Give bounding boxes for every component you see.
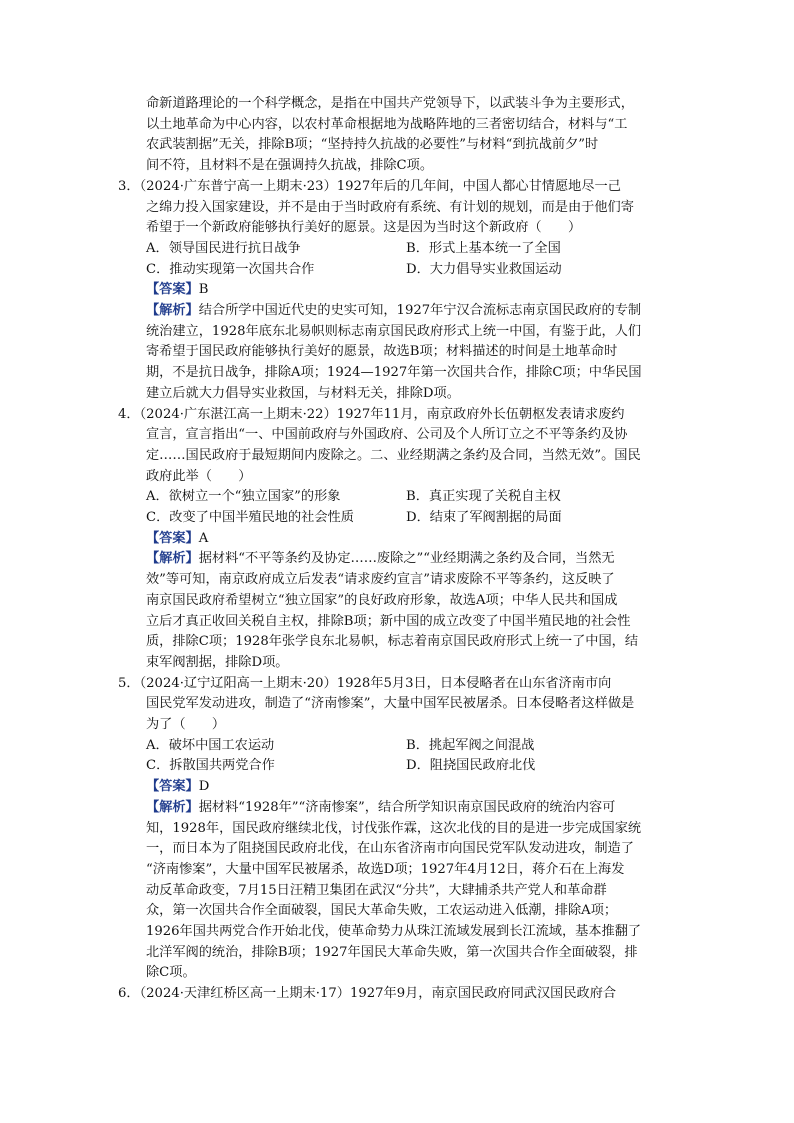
analysis-line: 期，不是抗日战争，排除A项；1924—1927年第一次国共合作，排除C项；中华民国 bbox=[146, 365, 642, 381]
answer-line bbox=[146, 777, 209, 797]
analysis-line: 寄希望于国民政府能够执行美好的愿景，故选B项；材料描述的时间是土地革命时 bbox=[146, 344, 618, 360]
analysis-line: 建立后就大力倡导实业救国，与材料无关，排除D项。 bbox=[146, 385, 460, 401]
answer-line bbox=[146, 529, 208, 549]
question-stem-line: 政府此举（ ） bbox=[146, 468, 252, 484]
analysis-tag: 【解析】 bbox=[146, 303, 199, 318]
analysis-line: 北洋军阀的统治，排除B项；1927年国民大革命失败，第一次国共合作全面破裂，排 bbox=[146, 944, 638, 960]
question-number-line: 6．（2024·天津红桥区高一上期末·17）1927年9月，南京国民政府同武汉国民政府合 bbox=[118, 986, 617, 1002]
analysis-line: “济南惨案”，大量中国军民被屠杀，故选D项；1927年4月12日，蒋介石在上海发 bbox=[146, 861, 625, 877]
analysis-line: 统治建立，1928年底东北易帜则标志南京国民政府形式上统一中国，有鉴于此，人们 bbox=[146, 323, 642, 339]
analysis-line: 效”等可知，南京政府成立后发表“请求废约宣言”请求废除不平等条约，这反映了 bbox=[146, 572, 615, 588]
answer-tag: 【答案】 bbox=[146, 530, 199, 546]
question-number-line: 3．（2024·广东普宁高一上期末·23）1927年后的几年间，中国人都心甘情愿地尽一己 bbox=[118, 178, 621, 194]
question-stem-line: 为了（ ） bbox=[146, 717, 226, 732]
analysis-tag: 【解析】 bbox=[146, 799, 199, 815]
analysis-line: 1926年国共两党合作开始北伐，使革命势力从珠江流域发展到长江流域，基本推翻了 bbox=[146, 924, 642, 939]
answer-tag: 【答案】 bbox=[146, 282, 199, 298]
option-item: A．欲树立一个“独立国家”的形象 bbox=[146, 489, 341, 505]
option-item: D．结束了军阀割据的局面 bbox=[406, 510, 562, 525]
question-stem-line: 定……国民政府于最短期间内废除之。二、业经期满之条约及合同，当然无效”。国民 bbox=[146, 447, 641, 463]
answer-value: D bbox=[198, 779, 210, 795]
analysis-tag: 【解析】 bbox=[146, 551, 199, 567]
question-stem-line: 希望于一个新政府能够执行美好的愿景。这是因为当时这个新政府（ ） bbox=[146, 220, 582, 236]
option-item: C．改变了中国半殖民地的社会性质 bbox=[146, 510, 354, 525]
analysis-line: 一，而日本为了阻挠国民政府北伐，在山东省济南市向国民党军队发动进攻，制造了 bbox=[146, 841, 634, 857]
analysis-text: 据材料“1928年”“济南惨案”，结合所学知识南京国民政府的统治内容可 bbox=[198, 799, 616, 815]
analysis-text: 据材料“不平等条约及协定……废除之”“业经期满之条约及合同，当然无 bbox=[198, 551, 615, 567]
option-item: C．拆散国共两党合作 bbox=[146, 758, 275, 774]
analysis-line: 知，1928年，国民政府继续北伐，讨伐张作霖，这次北伐的目的是进一步完成国家统 bbox=[146, 820, 642, 836]
answer-value: A bbox=[198, 530, 209, 546]
analysis-line: 质，排除C项；1928年张学良东北易帜，标志着南京国民政府形式上统一了中国，结 bbox=[146, 634, 639, 650]
question-stem-line: 宣言，宣言指出“一、中国前政府与外国政府、公司及个人所订立之不平等条约及协 bbox=[146, 427, 628, 443]
question-stem-line: 之绵力投入国家建设，并不是由于当时政府有系统、有计划的规划，而是由于他们寄 bbox=[146, 199, 634, 215]
analysis-line: 众，第一次国共合作全面破裂，国民大革命失败，工农运动进入低潮，排除A项； bbox=[146, 903, 618, 919]
option-item: B．挑起军阀之间混战 bbox=[406, 737, 535, 753]
option-item: C．推动实现第一次国共合作 bbox=[146, 261, 315, 277]
answer-value: B bbox=[198, 282, 209, 298]
analysis-line: 除C项。 bbox=[146, 965, 196, 981]
analysis-line bbox=[146, 798, 615, 818]
option-item: D．阻挠国民政府北伐 bbox=[406, 758, 536, 774]
continuation-line: 以土地革命为中心内容，以农村革命根据地为战略阵地的三者密切结合，材料与“工 bbox=[146, 116, 628, 132]
answer-tag: 【答案】 bbox=[146, 779, 199, 795]
answer-line bbox=[146, 280, 208, 300]
continuation-line: 农武装割据”无关，排除B项；“坚持持久抗战的必要性”与材料“到抗战前夕”时 bbox=[146, 137, 599, 153]
analysis-line bbox=[146, 301, 641, 321]
analysis-line: 南京国民政府希望树立“独立国家”的良好政府形象，故选A项；中华人民共和国成 bbox=[146, 592, 618, 608]
analysis-text: 结合所学中国近代史的史实可知，1927年宁汉合流标志南京国民政府的专制 bbox=[198, 303, 642, 318]
analysis-line: 立后才真正收回关税自主权，排除B项；新中国的成立改变了中国半殖民地的社会性 bbox=[146, 613, 631, 629]
question-stem-line: 国民党军发动进攻，制造了“济南惨案”，大量中国军民被屠杀。日本侵略者这样做是 bbox=[146, 696, 635, 712]
continuation-line: 间不符，且材料不是在强调持久抗战，排除C项。 bbox=[146, 158, 434, 174]
analysis-line: 束军阀割据，排除D项。 bbox=[146, 654, 289, 670]
option-item: D．大力倡导实业救国运动 bbox=[406, 261, 562, 277]
option-item: A．领导国民进行抗日战争 bbox=[146, 240, 301, 256]
continuation-line: 命新道路理论的一个科学概念，是指在中国共产党领导下，以武装斗争为主要形式， bbox=[146, 96, 634, 111]
analysis-line: 动反革命政变，7月15日汪精卫集团在武汉“分共”，大肆捕杀共产党人和革命群 bbox=[146, 882, 607, 898]
option-item: A．破坏中国工农运动 bbox=[146, 737, 275, 753]
question-number-line: 5．（2024·辽宁辽阳高一上期末·20）1928年5月3日，日本侵略者在山东省济南市向 bbox=[118, 675, 612, 691]
question-number-line: 4．（2024·广东湛江高一上期末·22）1927年11月，南京政府外长伍朝枢发表请求废约 bbox=[118, 406, 625, 422]
analysis-line bbox=[146, 549, 615, 569]
option-item: B．形式上基本统一了全国 bbox=[406, 240, 561, 256]
option-item: B．真正实现了关税自主权 bbox=[406, 489, 561, 505]
